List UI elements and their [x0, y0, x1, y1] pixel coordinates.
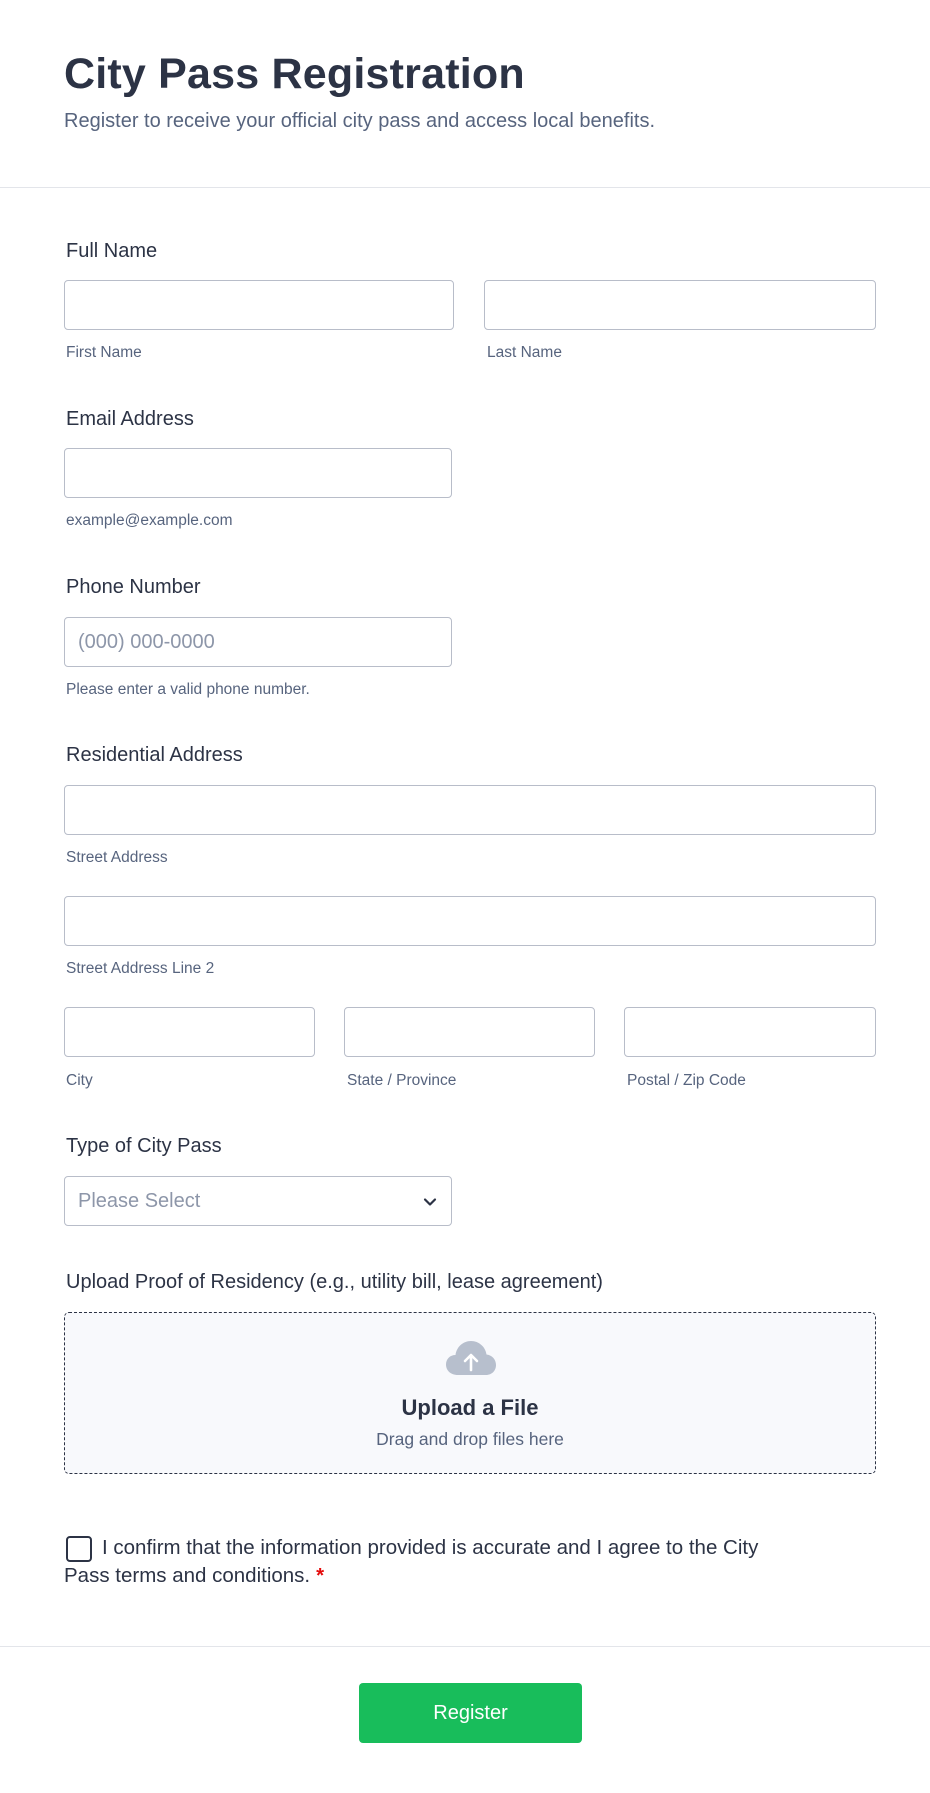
pass-type-label: Type of City Pass — [66, 1135, 222, 1157]
first-name-sublabel: First Name — [66, 344, 142, 361]
cloud-upload-icon — [445, 1339, 497, 1377]
upload-label: Upload Proof of Residency (e.g., utility bill, lease agreement) — [66, 1271, 603, 1293]
upload-title: Upload a File — [401, 1395, 539, 1420]
phone-label: Phone Number — [66, 576, 201, 598]
pass-type-dropdown[interactable] — [64, 1176, 452, 1226]
street-address-line2-input[interactable] — [64, 896, 876, 946]
chevron-down-icon — [421, 1193, 439, 1211]
address-label: Residential Address — [66, 744, 243, 766]
zip-input[interactable] — [624, 1007, 876, 1057]
last-name-sublabel: Last Name — [487, 344, 562, 361]
register-button[interactable]: Register — [359, 1683, 582, 1743]
form-header — [0, 0, 930, 188]
email-sublabel: example@example.com — [66, 512, 233, 529]
page-title: City Pass Registration — [64, 50, 525, 98]
page-subtitle: Register to receive your official city pass and access local benefits. — [64, 110, 656, 132]
full-name-label: Full Name — [66, 240, 158, 262]
pass-type-selected: Please Select — [78, 1189, 201, 1212]
last-name-input[interactable] — [484, 280, 876, 330]
state-input[interactable] — [344, 1007, 595, 1057]
email-input[interactable] — [64, 448, 452, 498]
zip-sublabel: Postal / Zip Code — [627, 1072, 746, 1089]
street-address-sublabel: Street Address — [66, 849, 168, 866]
required-asterisk: * — [316, 1564, 325, 1587]
street-address-line2-sublabel: Street Address Line 2 — [66, 960, 215, 977]
consent-text — [64, 1534, 784, 1590]
first-name-input[interactable] — [64, 280, 454, 330]
email-label: Email Address — [66, 408, 194, 430]
phone-sublabel: Please enter a valid phone number. — [66, 681, 310, 698]
city-sublabel: City — [66, 1072, 93, 1089]
street-address-input[interactable] — [64, 785, 876, 835]
state-sublabel: State / Province — [347, 1072, 457, 1089]
consent-label: I confirm that the information provided is accurate and I agree to the City Pass terms and conditions. — [64, 1536, 759, 1587]
city-input[interactable] — [64, 1007, 315, 1057]
upload-subtitle: Drag and drop files here — [376, 1429, 564, 1449]
phone-input[interactable] — [64, 617, 452, 667]
file-upload-dropzone[interactable] — [64, 1312, 876, 1474]
footer-divider — [0, 1646, 930, 1647]
